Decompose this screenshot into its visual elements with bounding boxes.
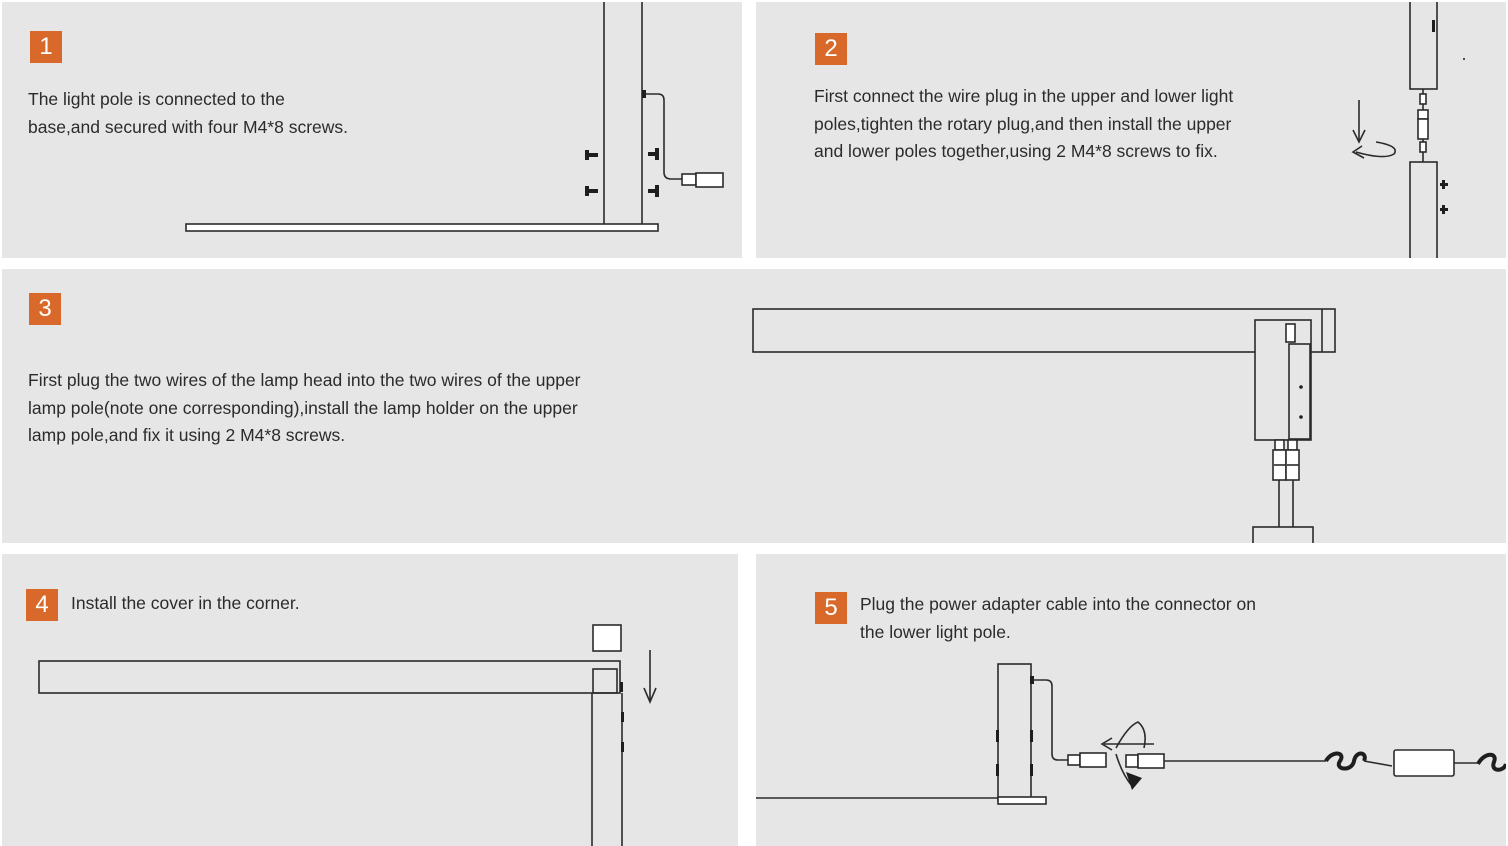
down-arrow-icon: [1353, 100, 1365, 142]
step-3-badge: 3: [29, 293, 61, 325]
step-1-panel: [2, 2, 742, 258]
step-5-panel: [756, 554, 1506, 846]
step-3-panel: [2, 269, 1506, 543]
step-1-text: The light pole is connected to the base,and secured with four M4*8 screws.: [28, 89, 349, 137]
power-adapter: [1394, 750, 1454, 776]
wire-connectors: [1273, 440, 1299, 527]
pole-connector: [1080, 753, 1106, 767]
lower-pole: [1410, 162, 1437, 258]
step-4-badge: 4: [26, 589, 58, 621]
cable: [642, 94, 682, 179]
step-5-badge: 5: [815, 592, 847, 624]
cable: [1033, 680, 1068, 760]
step-2-panel: [756, 2, 1506, 258]
step-3-text: First plug the two wires of the lamp head into the two wires of the upper lamp pole(note one corresponding),install the lamp holder on the upper lamp pole,and fix it using 2 M4*8 screws.: [28, 370, 581, 445]
upper-pole: [1410, 2, 1437, 89]
base-plate: [998, 797, 1046, 804]
step-1-badge: 1: [30, 31, 62, 63]
plug-connector: [682, 174, 696, 185]
lamp-holder: [1255, 320, 1311, 440]
lower-pole: [604, 2, 642, 225]
step-2-illustration: [756, 2, 1506, 258]
step-4-text: Install the cover in the corner.: [71, 593, 300, 613]
step-4-illustration: [2, 554, 738, 846]
upper-pole: [1253, 527, 1313, 543]
step-3-illustration: [2, 269, 1506, 543]
base-plate: [186, 224, 658, 231]
rotary-plug: [1418, 119, 1428, 139]
step-5-text: Plug the power adapter cable into the connector on the lower light pole.: [860, 594, 1256, 642]
lamp-head: [39, 661, 620, 693]
down-arrow-icon: [644, 650, 656, 702]
plug-housing: [696, 173, 723, 187]
lower-pole: [998, 664, 1031, 800]
step-1-illustration: [2, 2, 742, 258]
adapter-plug: [1126, 755, 1138, 767]
corner-cover: [593, 625, 621, 651]
screw-icon: [585, 148, 659, 197]
screw-icon: [1440, 180, 1448, 214]
rotate-arrow-icon: [1353, 142, 1395, 158]
step-2-text: First connect the wire plug in the upper and lower light poles,tighten the rotary plug,and then install the upper and lower poles together,using 2 M4*8 screws to fix.: [814, 86, 1234, 161]
step-4-panel: [2, 554, 738, 846]
step-2-badge: 2: [815, 33, 847, 65]
step-5-illustration: [756, 554, 1506, 846]
lamp-head: [753, 309, 1335, 352]
